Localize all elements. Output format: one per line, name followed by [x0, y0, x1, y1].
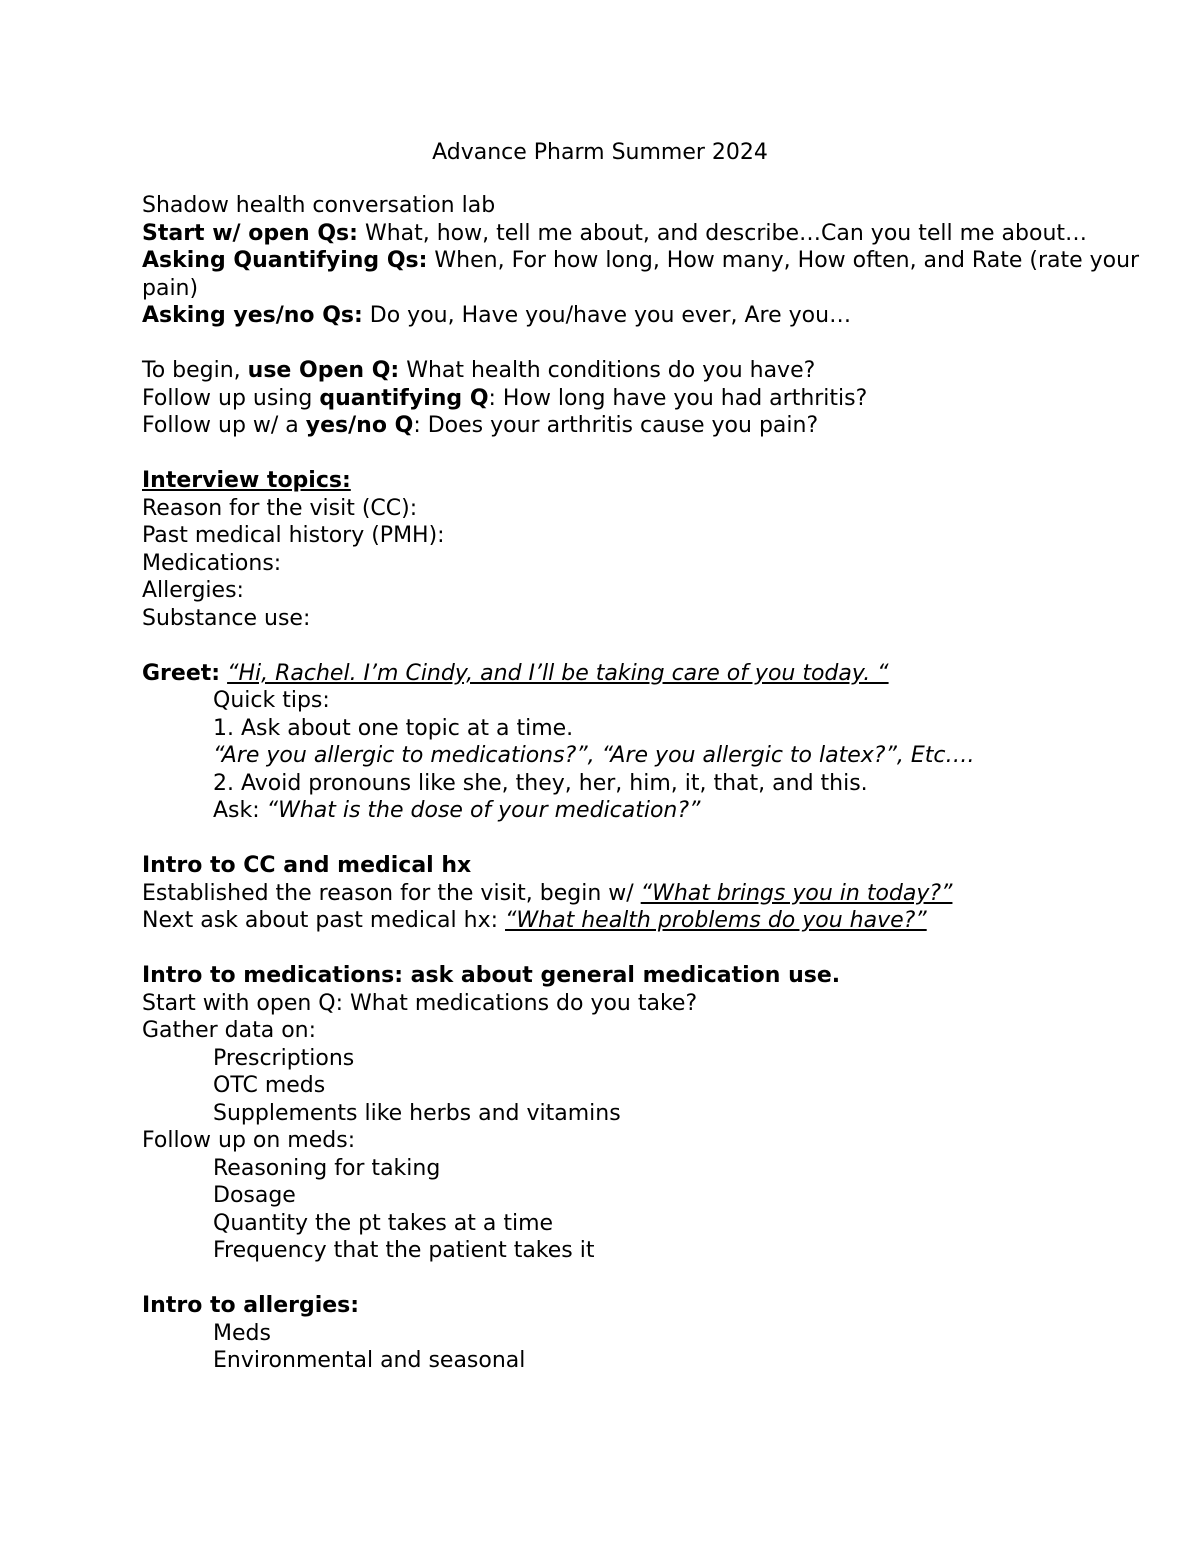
greet-line	[142, 660, 1142, 688]
allergy-item: Meds	[213, 1320, 271, 1346]
follow-item: Reasoning for taking	[213, 1155, 441, 1181]
topic-item: Allergies:	[142, 578, 244, 603]
quantifying-questions-text: When, For how long, How many, How often, and Rate (rate your pain)	[142, 248, 1140, 301]
begin-line-3	[142, 412, 1142, 440]
yesno-questions-text: Do you, Have you/have you ever, Are you…	[362, 303, 852, 328]
allergy-item: Environmental and seasonal	[213, 1348, 526, 1373]
begin-l1-pre: To begin,	[142, 358, 248, 383]
interview-topics-heading: Interview topics:	[142, 468, 351, 493]
topic-item: Substance use:	[142, 605, 311, 631]
topic-item: Medications:	[142, 550, 282, 576]
tip-2-example: “What is the dose of your medication?”	[266, 798, 701, 823]
begin-l1-bold: use Open Q:	[247, 358, 400, 383]
cc-line-2	[142, 907, 1142, 935]
tip-2-ask: Ask:	[213, 798, 267, 823]
tip-1-example: “Are you allergic to medications?”, “Are you allergic to latex?”, Etc….	[213, 743, 975, 768]
follow-item: Frequency that the patient takes it	[213, 1238, 595, 1263]
begin-l3-post: : Does your arthritis cause you pain?	[413, 413, 819, 438]
topic-item: Past medical history (PMH):	[142, 523, 445, 548]
medications-heading: Intro to medications: ask about general medication use.	[142, 963, 841, 988]
follow-item: Dosage	[213, 1183, 296, 1208]
begin-line-2	[142, 385, 1142, 413]
cc-line-1	[142, 880, 1142, 908]
open-questions-text: What, how, tell me about, and describe…Can you tell me about…	[357, 220, 1088, 246]
document-title: Advance Pharm Summer 2024	[432, 140, 768, 165]
yesno-questions-line	[142, 302, 1142, 330]
follow-up-label: Follow up on meds:	[142, 1128, 356, 1153]
yesno-questions-label: Asking yes/no Qs:	[142, 303, 363, 328]
begin-line-1	[142, 357, 1142, 385]
gather-item: Supplements like herbs and vitamins	[213, 1100, 621, 1126]
document-body	[142, 192, 1142, 1375]
begin-l1-post: What health conditions do you have?	[399, 358, 816, 383]
cc-l2-pre: Next ask about past medical hx:	[142, 908, 506, 933]
begin-l2-bold: quantifying Q	[319, 385, 489, 411]
gather-data-label: Gather data on:	[142, 1018, 317, 1043]
cc-l1-quote: “What brings you in today?”	[640, 880, 953, 906]
follow-item: Quantity the pt takes at a time	[213, 1210, 554, 1236]
topic-item: Reason for the visit (CC):	[142, 495, 418, 521]
open-questions-label: Start w/ open Qs:	[142, 220, 358, 246]
allergies-heading: Intro to allergies:	[142, 1293, 360, 1318]
quantifying-questions-line	[142, 247, 1142, 302]
gather-item: Prescriptions	[213, 1045, 355, 1071]
quick-tips-heading: Quick tips:	[213, 688, 330, 713]
gather-item: OTC meds	[213, 1073, 326, 1098]
begin-l3-pre: Follow up w/ a	[142, 413, 306, 438]
cc-heading: Intro to CC and medical hx	[142, 853, 472, 878]
tip-2-ask-line	[142, 797, 1142, 825]
tip-1: 1. Ask about one topic at a time.	[213, 715, 574, 741]
cc-l2-quote: “What health problems do you have?”	[505, 908, 927, 933]
intro-line: Shadow health conversation lab	[142, 193, 496, 218]
cc-l1-pre: Established the reason for the visit, begin w/	[142, 880, 641, 906]
greet-quote: “Hi, Rachel. I’m Cindy, and I’ll be taking care of you today. “	[227, 660, 889, 686]
tip-2: 2. Avoid pronouns like she, they, her, him, it, that, and this.	[213, 770, 868, 796]
greet-label: Greet:	[142, 660, 221, 686]
begin-l2-pre: Follow up using	[142, 385, 320, 411]
begin-l2-post: : How long have you had arthritis?	[488, 385, 868, 411]
medications-open-question: Start with open Q: What medications do you take?	[142, 990, 698, 1016]
begin-l3-bold: yes/no Q	[305, 413, 414, 438]
quantifying-questions-label: Asking Quantifying Qs:	[142, 248, 428, 273]
open-questions-line	[142, 220, 1142, 248]
